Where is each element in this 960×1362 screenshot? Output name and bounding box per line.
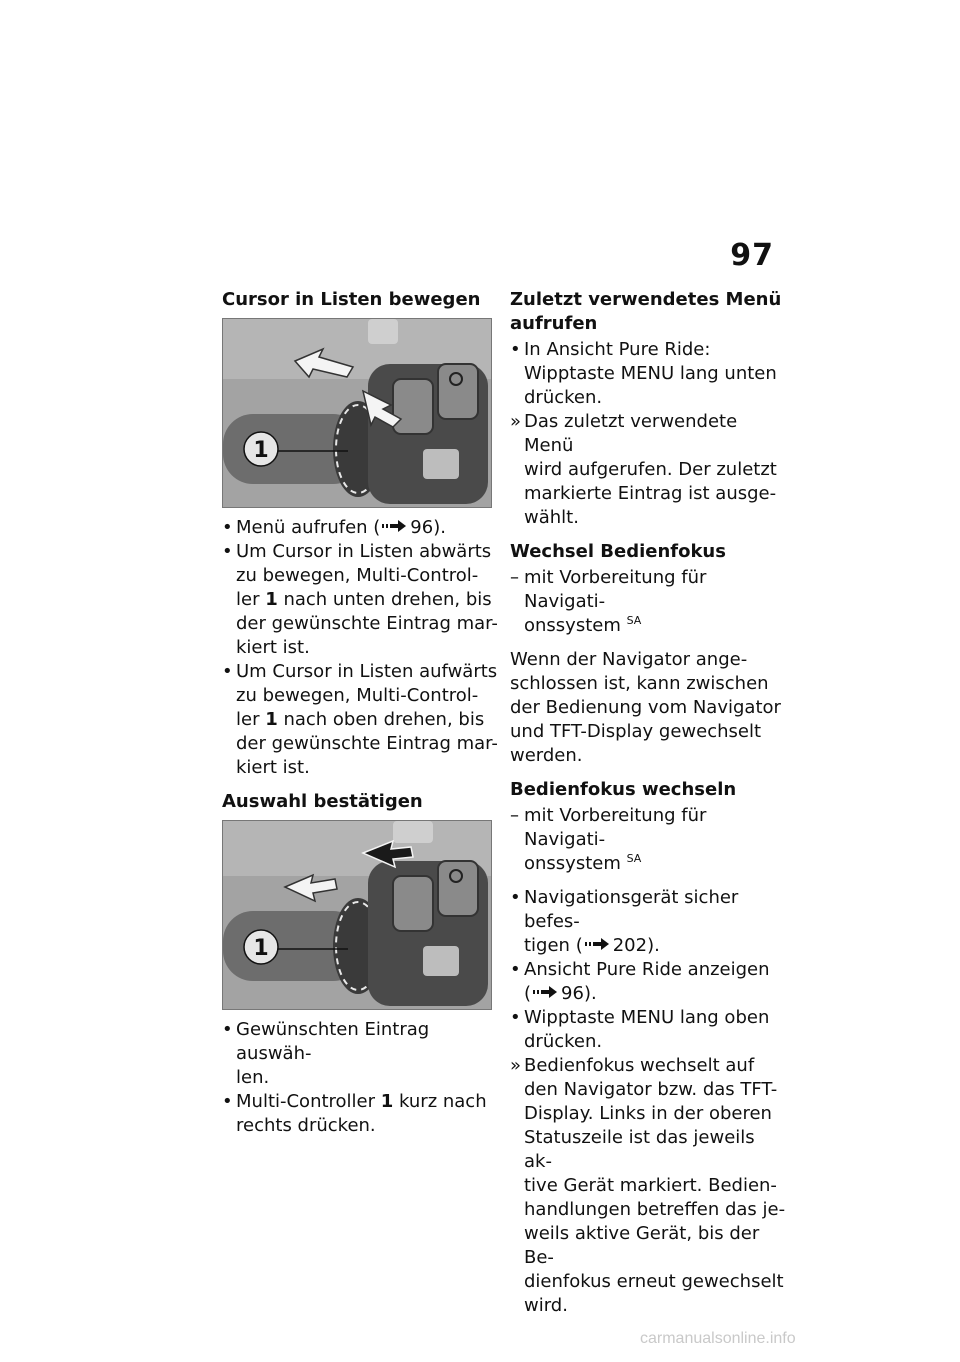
figure-label-1: 1 [253, 936, 269, 961]
page-reference-arrow-icon [382, 519, 408, 533]
heading-zuletzt-verwendetes-menue: Zuletzt verwendetes Menü aufrufen [510, 289, 782, 334]
special-equipment-badge: SA [626, 852, 642, 865]
figure-multi-controller-press [222, 820, 492, 1010]
paragraph-navigator-info: Wenn der Navigator ange- schlossen ist, kann zwischen der Bedienung vom Navigator und TFT-Display gewechselt werden. [510, 649, 781, 766]
figure-multi-controller-scroll [222, 318, 492, 508]
page-reference-arrow-icon [585, 937, 611, 951]
option-navigationssystem-2: – mit Vorbereitung für Navigati- onssystem $^{SA}$ [510, 805, 707, 874]
heading-bedienfokus-wechseln: Bedienfokus wechseln [510, 779, 737, 800]
bullet-wipptaste-oben: • Wipptaste MENU lang oben drücken. [510, 1007, 770, 1052]
page-reference-202[interactable]: 202 [612, 935, 648, 956]
bullet-navigationsgeraet-befestigen: • Navigationsgerät sicher befes- tigen ( 202). [510, 887, 739, 956]
bullet-pure-ride-anzeigen: • Ansicht Pure Ride anzeigen ( 96). [510, 959, 770, 1004]
handlebar-illustration-2 [223, 821, 491, 1009]
bullet-multi-controller-druecken: • Multi-Controller 1 kurz nach rechts drücken. [222, 1091, 487, 1136]
result-menue-aufgerufen: » Das zuletzt verwendete Menü wird aufgerufen. Der zuletzt markierte Eintrag ist ausge- wählt. [510, 411, 777, 528]
bullet-pure-ride: • In Ansicht Pure Ride: Wipptaste MENU lang unten drücken. [510, 339, 777, 408]
page-number: 97 [730, 238, 774, 273]
special-equipment-badge: SA [626, 614, 642, 627]
page-reference-96[interactable]: 96 [561, 983, 584, 1004]
footer-watermark: carmanualsonline.info [640, 1330, 796, 1347]
right-column [510, 288, 788, 1318]
result-bedienfokus-wechselt: » Bedienfokus wechselt auf den Navigator bzw. das TFT- Display. Links in der oberen Statuszeile ist das jeweils ak- tive Gerät markiert. Bedien- handlungen betreffen das je- weils aktive Gerät, bis der Be- dienfokus erneut gewechselt wird. [510, 1055, 786, 1316]
bullet-menu-aufrufen: • Menü aufrufen ( 96). [222, 517, 446, 538]
bullet-cursor-aufwaerts: • Um Cursor in Listen aufwärts zu bewegen, Multi-Control- ler 1 nach oben drehen, bis der gewünschte Eintrag mar- kiert ist. [222, 661, 498, 778]
page-reference-arrow-icon [533, 985, 559, 999]
bullet-eintrag-auswaehlen: • Gewünschten Eintrag auswäh- len. [222, 1019, 430, 1088]
left-column [222, 288, 500, 1138]
figure-label-1: 1 [253, 438, 269, 463]
heading-cursor-bewegen: Cursor in Listen bewegen [222, 289, 481, 310]
heading-wechsel-bedienfokus: Wechsel Bedienfokus [510, 541, 726, 562]
option-navigationssystem: – mit Vorbereitung für Navigati- onssystem $^{SA}$ [510, 567, 707, 636]
heading-auswahl-bestaetigen: Auswahl bestätigen [222, 791, 423, 812]
bullet-cursor-abwaerts: • Um Cursor in Listen abwärts zu bewegen, Multi-Control- ler 1 nach unten drehen, bis der gewünschte Eintrag mar- kiert ist. [222, 541, 498, 658]
page-reference-96[interactable]: 96 [410, 517, 434, 538]
handlebar-illustration [223, 319, 491, 507]
